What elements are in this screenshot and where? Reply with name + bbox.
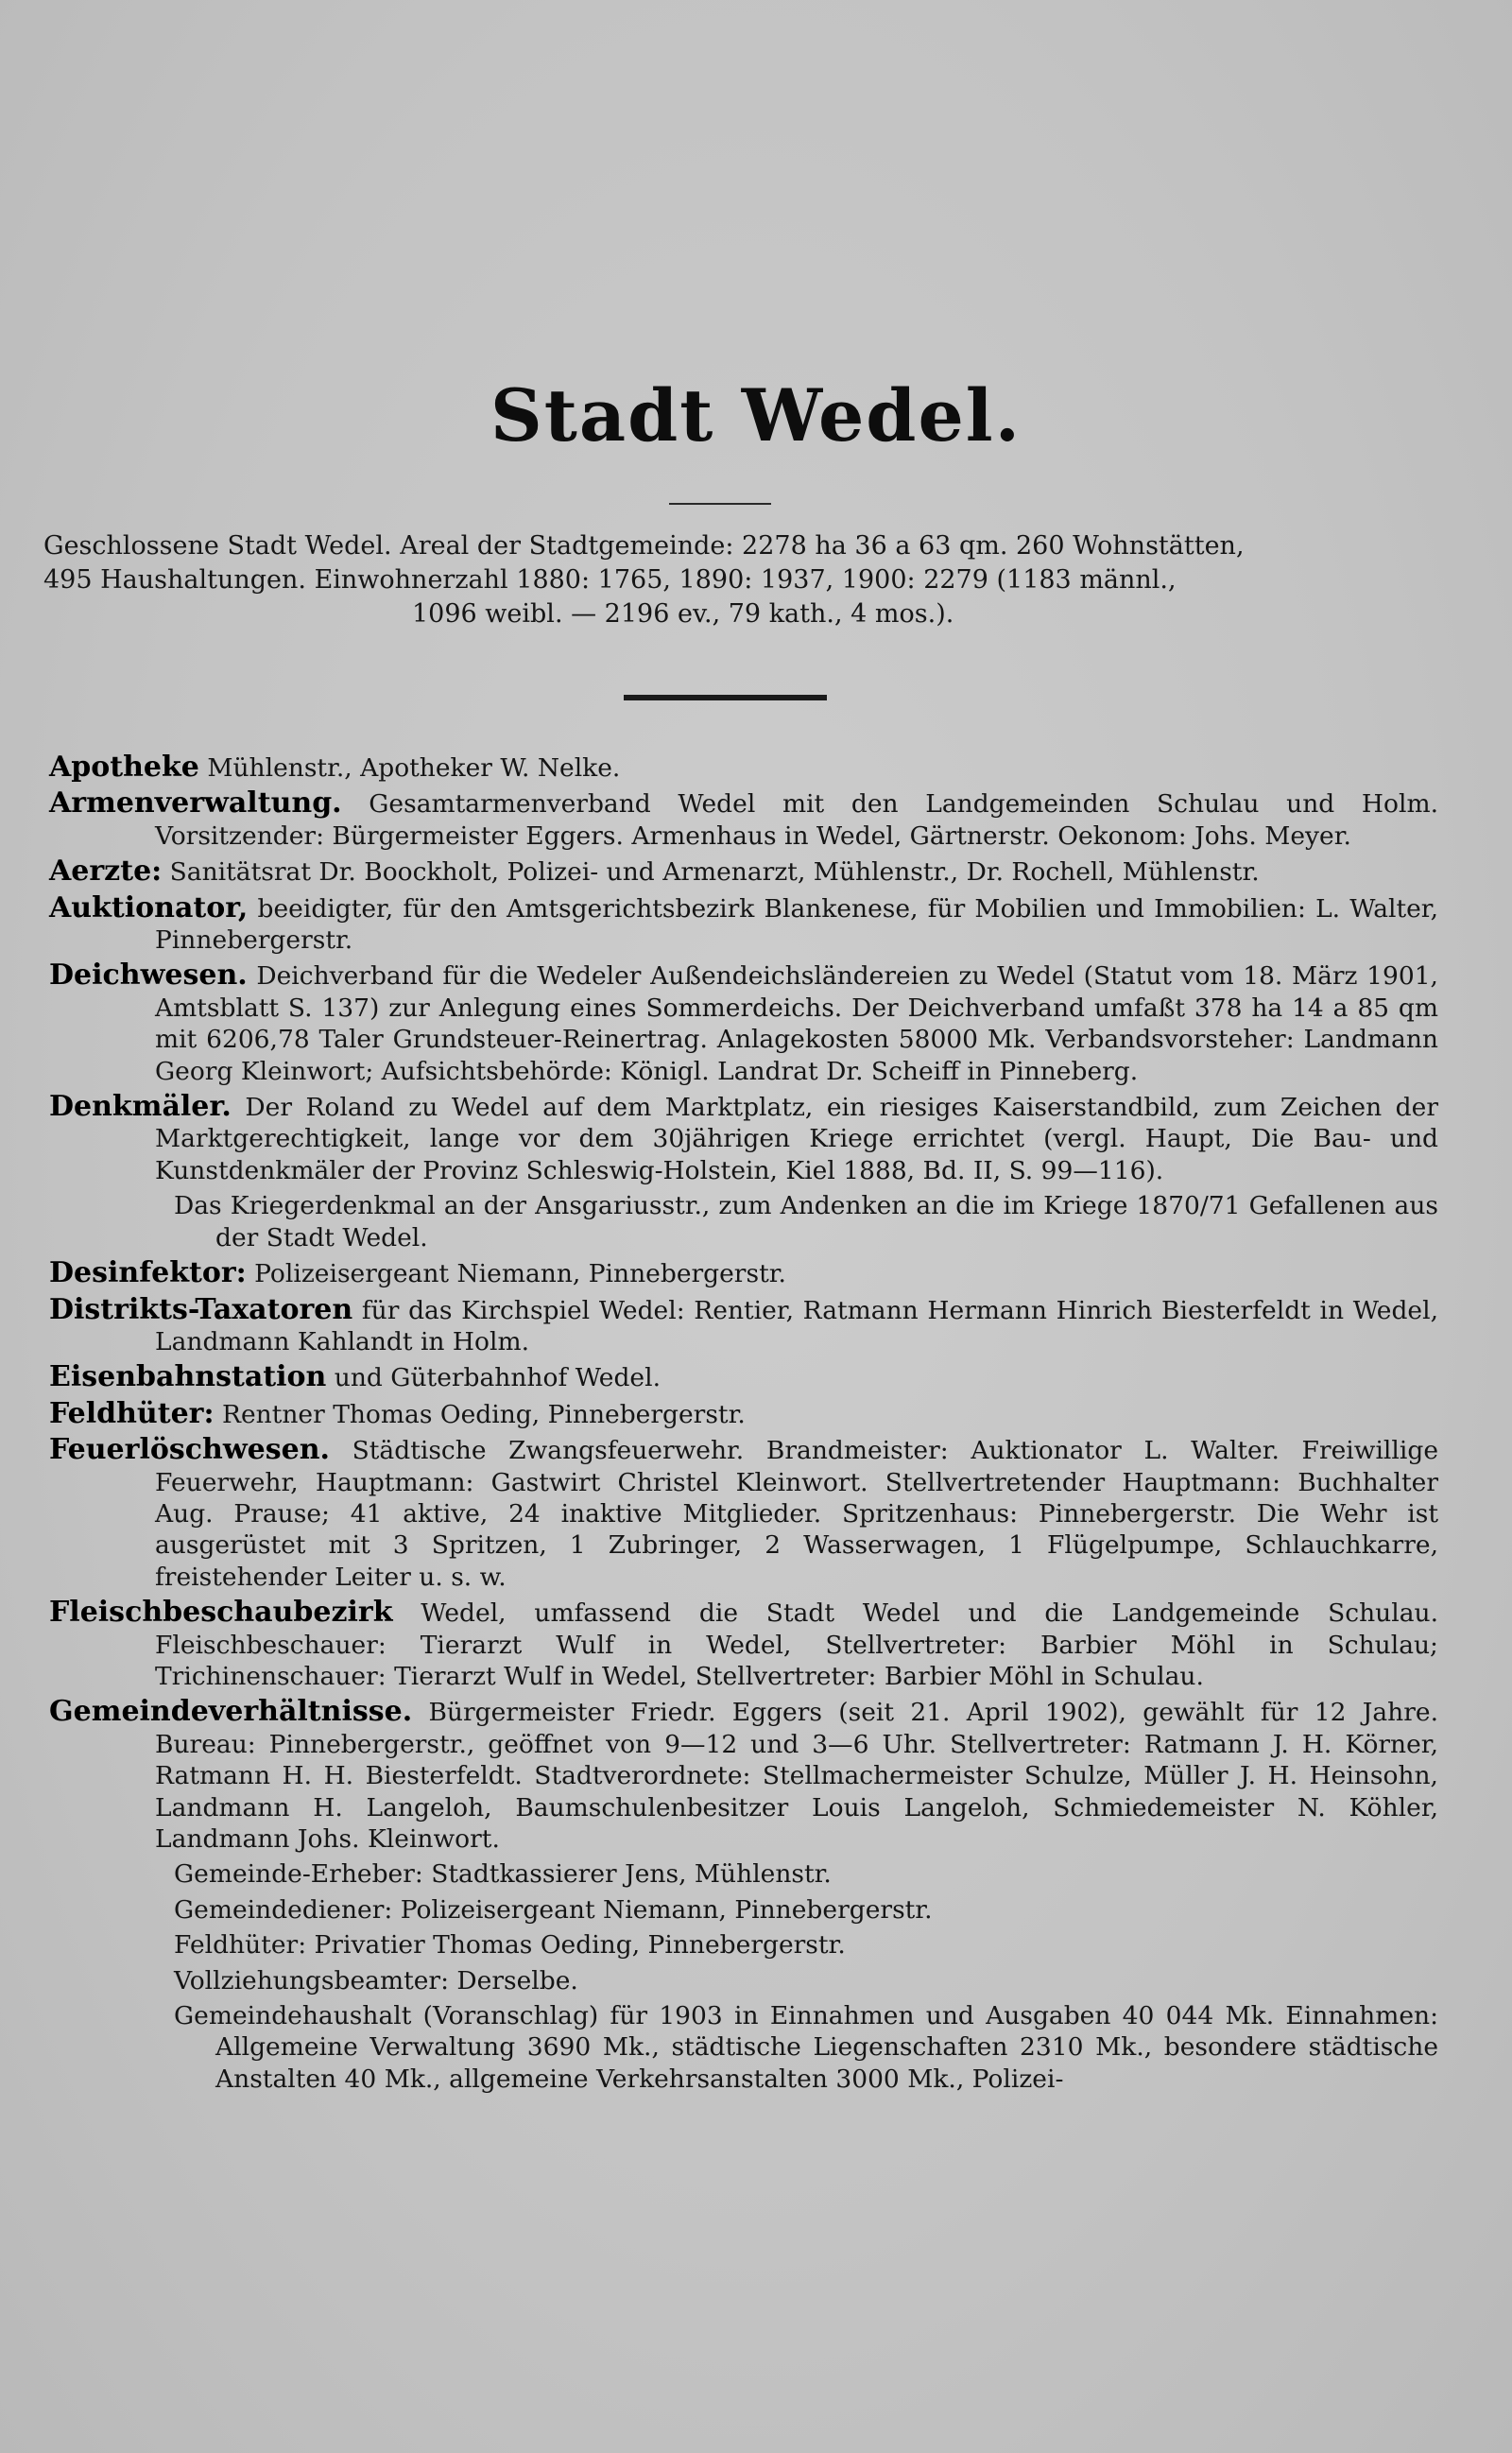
entry-feuerloeschwesen xyxy=(49,1434,1438,1593)
entry-text: für das Kirchspiel Wedel: Rentier, Ratmann Hermann Hinrich Biesterfeldt in Wedel, Landmann Kahlandt in Holm. xyxy=(155,1295,1438,1356)
entry-label: Deichwesen. xyxy=(49,959,248,993)
entry-label: Feuerlöschwesen. xyxy=(49,1433,330,1467)
entry-fleischbeschaubezirk xyxy=(49,1597,1438,1692)
entry-text: Städtische Zwangsfeuerwehr. Brandmeister: Auktionator L. Walter. Freiwillige Feuerwehr, Hauptmann: Gastwirt Christel Kleinwort. Stellvertretender Hauptmann: Buchhalter Aug. Prause; 41 aktive, 24 inaktive Mitglieder. Spritzenhaus: Pinnebergerstr. Die Wehr ist ausgerüstet mit 3 Spritzen, 1 Zubringer, 2 Wasserwagen, 1 Flügelpumpe, Schlauchkarre, freistehender Leiter u. s. w. xyxy=(155,1436,1438,1592)
entry-gemeinde-erheber xyxy=(102,1858,1438,1890)
entry-label: Gemeindeverhältnisse. xyxy=(49,1695,413,1729)
intro-line-3: 1096 weibl. — 2196 ev., 79 kath., 4 mos.). xyxy=(412,599,954,629)
entry-feldhueter xyxy=(49,1398,1438,1430)
entry-vollziehungsbeamter xyxy=(102,1965,1438,1996)
entry-label: Apotheke xyxy=(49,751,199,784)
entry-gemeindehaushalt xyxy=(102,2000,1438,2095)
entry-label: Aerzte: xyxy=(49,855,163,889)
entry-list xyxy=(49,751,1438,2099)
title-divider xyxy=(669,503,771,505)
entry-text: Deichverband für die Wedeler Außendeichsländereien zu Wedel (Statut vom 18. März 1901, Amtsblatt S. 137) zur Anlegung eines Sommerdeichs. Der Deichverband umfaßt 378 ha 14 a 85 qm mit 6206,78 Taler Grundsteuer-Reinertrag. Anlagekosten 58000 Mk. Verbandsvorsteher: Landmann Georg Kleinwort; Aufsichtsbehörde: Königl. Landrat Dr. Scheiff in Pinneberg. xyxy=(155,961,1438,1086)
entry-auktionator xyxy=(49,892,1438,957)
entry-label: Eisenbahnstation xyxy=(49,1360,327,1394)
entry-label: Feldhüter: xyxy=(49,1396,215,1430)
entry-eisenbahnstation xyxy=(49,1361,1438,1393)
entry-gemeindeverhaeltnisse xyxy=(49,1696,1438,1855)
entry-text: Gemeindediener: Polizeisergeant Niemann, Pinnebergerstr. xyxy=(174,1894,933,1925)
entry-text: Der Roland zu Wedel auf dem Marktplatz, ein riesiges Kaiserstandbild, zum Zeichen der Marktgerechtigkeit, lange vor dem 30jährigen Kriege errichtet (vergl. Haupt, Die Bau- und Kunstdenkmäler der Provinz Schleswig-Holstein, Kiel 1888, Bd. II, S. 99—116). xyxy=(155,1093,1438,1185)
entry-label: Fleischbeschaubezirk xyxy=(49,1596,393,1630)
entry-text: Das Kriegerdenkmal an der Ansgariusstr., zum Andenken an die im Kriege 1870/71 Gefallenen aus der Stadt Wedel. xyxy=(174,1191,1438,1252)
page-title: Stadt Wedel. xyxy=(490,373,1022,458)
entry-text: Gesamtarmenverband Wedel mit den Landgemeinden Schulau und Holm. Vorsitzender: Bürgermeister Eggers. Armenhaus in Wedel, Gärtnerstr. Oekonom: Johs. Meyer. xyxy=(155,789,1438,851)
intro-paragraph xyxy=(43,529,1404,631)
entry-text: Bürgermeister Friedr. Eggers (seit 21. April 1902), gewählt für 12 Jahre. Bureau: Pinnebergerstr., geöffnet von 9—12 und 3—6 Uhr. Stellvertreter: Ratmann J. H. Körner, Ratmann H. H. Biesterfeldt. Stadtverordnete: Stellmachermeister Schulze, Müller J. H. Heinsohn, Landmann H. Langeloh, Baumschulenbesitzer Louis Langeloh, Schmiedemeister N. Köhler, Landmann Johs. Kleinwort. xyxy=(155,1698,1438,1854)
entry-denkmaeler xyxy=(49,1091,1438,1186)
entry-text: Sanitätsrat Dr. Boockholt, Polizei- und Armenarzt, Mühlenstr., Dr. Rochell, Mühlenstr. xyxy=(162,857,1260,888)
entry-text: Polizeisergeant Niemann, Pinnebergerstr. xyxy=(246,1259,786,1289)
entry-text: und Güterbahnhof Wedel. xyxy=(326,1363,661,1393)
entry-aerzte xyxy=(49,855,1438,888)
entry-text: Rentner Thomas Oeding, Pinnebergerstr. xyxy=(214,1399,746,1429)
entry-label: Desinfektor: xyxy=(49,1256,247,1290)
entry-text: Gemeinde-Erheber: Stadtkassierer Jens, Mühlenstr. xyxy=(174,1859,832,1890)
section-divider xyxy=(624,695,827,700)
entry-deichwesen xyxy=(49,959,1438,1087)
intro-line-1: Geschlossene Stadt Wedel. Areal der Stadtgemeinde: 2278 ha 36 a 63 qm. 260 Wohnstätten, xyxy=(43,531,1245,561)
intro-line-2: 495 Haushaltungen. Einwohnerzahl 1880: 1765, 1890: 1937, 1900: 2279 (1183 männl., xyxy=(43,565,1177,595)
entry-kriegerdenkmal xyxy=(102,1190,1438,1253)
entry-label: Armenverwaltung. xyxy=(49,786,342,821)
entry-apotheke xyxy=(49,751,1438,784)
entry-text: Wedel, umfassend die Stadt Wedel und die Landgemeinde Schulau. Fleischbeschauer: Tierarzt Wulf in Wedel, Stellvertreter: Barbier Möhl in Schulau; Trichinenschauer: Tierarzt Wulf in Wedel, Stellvertreter: Barbier Möhl in Schulau. xyxy=(155,1598,1438,1691)
entry-label: Denkmäler. xyxy=(49,1090,232,1124)
entry-distrikts-taxatoren xyxy=(49,1294,1438,1358)
entry-armenverwaltung xyxy=(49,787,1438,852)
entry-text: Mühlenstr., Apotheker W. Nelke. xyxy=(198,753,621,783)
entry-desinfektor xyxy=(49,1257,1438,1289)
entry-text: Gemeindehaushalt (Voranschlag) für 1903 in Einnahmen und Ausgaben 40 044 Mk. Einnahmen: Allgemeine Verwaltung 3690 Mk., städtische Liegenschaften 2310 Mk., besondere städtische Anstalten 40 Mk., allgemeine Verkehrsanstalten 3000 Mk., Polizei- xyxy=(174,2001,1438,2094)
entry-feldhueter-2 xyxy=(102,1929,1438,1961)
entry-text: Vollziehungsbeamter: Derselbe. xyxy=(174,1965,578,1995)
entry-text: beeidigter, für den Amtsgerichtsbezirk Blankenese, für Mobilien und Immobilien: L. Walter, Pinnebergerstr. xyxy=(155,893,1438,956)
entry-label: Auktionator, xyxy=(49,890,249,924)
entry-gemeindediener xyxy=(102,1894,1438,1926)
entry-text: Feldhüter: Privatier Thomas Oeding, Pinnebergerstr. xyxy=(174,1930,846,1961)
entry-label: Distrikts-Taxatoren xyxy=(49,1292,353,1326)
